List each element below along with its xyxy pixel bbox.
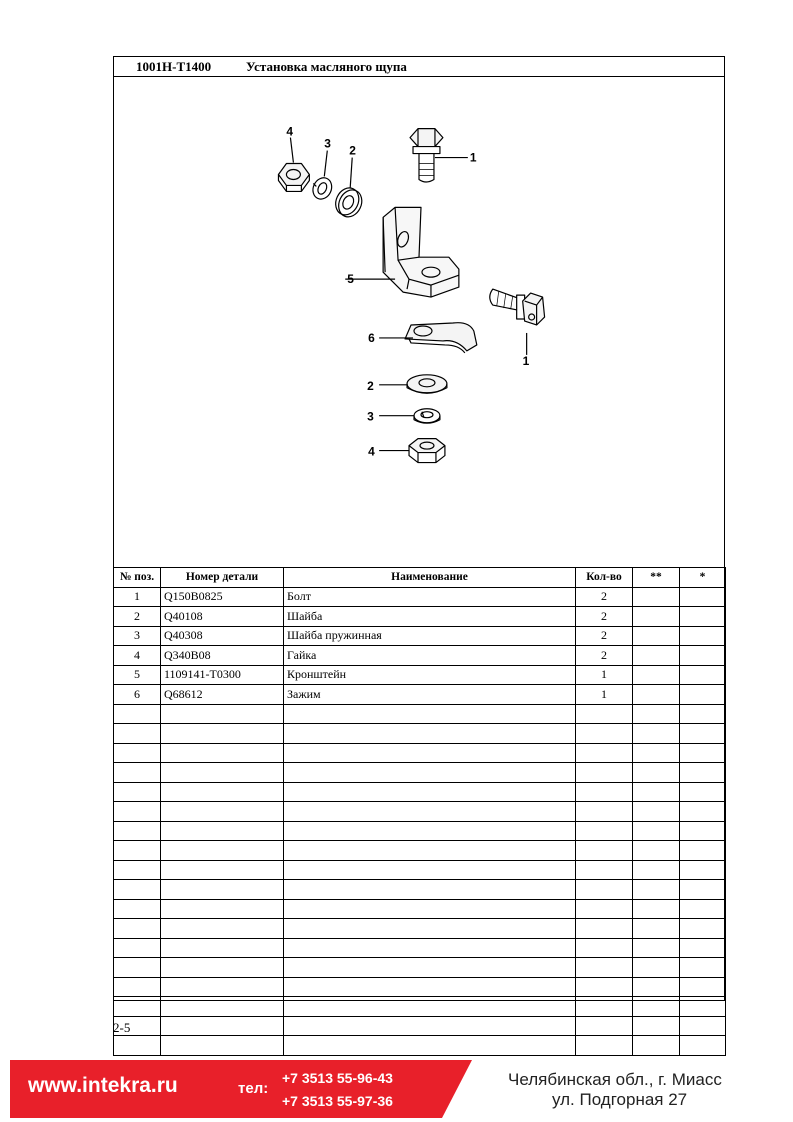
phone-label: тел: xyxy=(238,1080,269,1097)
nut-drawing-top xyxy=(278,164,309,192)
empty-table-row xyxy=(114,977,726,997)
callout-5: 5 xyxy=(347,272,354,287)
row-part-number: Q40308 xyxy=(161,626,284,646)
row-name: Шайба xyxy=(284,607,576,627)
address-line-1: Челябинская обл., г. Миасс xyxy=(508,1070,722,1089)
bolt-drawing-top xyxy=(410,129,443,182)
empty-table-row xyxy=(114,782,726,802)
empty-table-row xyxy=(114,704,726,724)
bolt-drawing-side xyxy=(490,289,545,325)
row-part-number: Q150B0825 xyxy=(161,587,284,607)
col-part-number: Номер детали xyxy=(161,568,284,588)
parts-table xyxy=(113,567,726,1056)
empty-table-row xyxy=(114,860,726,880)
website-link[interactable]: www.intekra.ru xyxy=(28,1074,178,1097)
table-row xyxy=(114,665,726,685)
table-row xyxy=(114,587,726,607)
col-double-star: ** xyxy=(633,568,680,588)
exploded-diagram xyxy=(114,77,724,568)
spring-washer-drawing-top xyxy=(310,175,336,202)
empty-table-row xyxy=(114,997,726,1017)
row-quantity: 1 xyxy=(576,665,633,685)
sheet-header xyxy=(114,57,724,77)
row-quantity: 2 xyxy=(576,626,633,646)
row-position: 4 xyxy=(114,646,161,666)
row-quantity: 2 xyxy=(576,587,633,607)
empty-table-row xyxy=(114,1036,726,1056)
table-row xyxy=(114,607,726,627)
table-header-row xyxy=(114,568,726,588)
col-quantity: Кол-во xyxy=(576,568,633,588)
col-star: * xyxy=(680,568,726,588)
callout-2-bottom: 2 xyxy=(367,378,374,393)
row-name: Гайка xyxy=(284,646,576,666)
row-name: Болт xyxy=(284,587,576,607)
empty-table-row xyxy=(114,958,726,978)
washer-drawing-top xyxy=(331,184,366,221)
row-position: 3 xyxy=(114,626,161,646)
row-position: 1 xyxy=(114,587,161,607)
address-line-2: ул. Подгорная 27 xyxy=(552,1090,688,1109)
col-name: Наименование xyxy=(284,568,576,588)
assembly-code: 1001H-T1400 xyxy=(136,59,212,74)
row-name: Кронштейн xyxy=(284,665,576,685)
callout-4-bottom: 4 xyxy=(368,444,375,459)
parts-sheet xyxy=(113,56,725,1001)
callout-1-side: 1 xyxy=(522,353,530,368)
row-part-number: Q68612 xyxy=(161,685,284,705)
row-quantity: 2 xyxy=(576,607,633,627)
callout-3-bottom: 3 xyxy=(367,409,374,424)
row-position: 2 xyxy=(114,607,161,627)
phone-link-1[interactable]: +7 3513 55-96-43 xyxy=(282,1070,393,1086)
callout-4-top: 4 xyxy=(286,124,294,139)
assembly-title: Установка масляного щупа xyxy=(246,59,407,74)
empty-table-row xyxy=(114,821,726,841)
empty-table-row xyxy=(114,724,726,744)
row-part-number: Q340B08 xyxy=(161,646,284,666)
empty-table-row xyxy=(114,899,726,919)
row-quantity: 1 xyxy=(576,685,633,705)
row-part-number: Q40108 xyxy=(161,607,284,627)
nut-drawing-bottom xyxy=(409,439,445,463)
phone-link-2[interactable]: +7 3513 55-97-36 xyxy=(282,1093,393,1109)
bracket-drawing xyxy=(383,207,459,297)
empty-table-row xyxy=(114,880,726,900)
callout-6: 6 xyxy=(368,330,375,345)
table-row xyxy=(114,626,726,646)
row-position: 5 xyxy=(114,665,161,685)
callout-2-top: 2 xyxy=(349,143,356,158)
spring-washer-drawing-bottom xyxy=(414,409,440,423)
washer-drawing-bottom xyxy=(407,375,447,393)
empty-table-row xyxy=(114,743,726,763)
callout-3-top: 3 xyxy=(324,136,331,151)
empty-rows xyxy=(114,704,726,1055)
row-part-number: 1109141-T0300 xyxy=(161,665,284,685)
table-row xyxy=(114,685,726,705)
row-name: Шайба пружинная xyxy=(284,626,576,646)
empty-table-row xyxy=(114,1016,726,1036)
empty-table-row xyxy=(114,841,726,861)
empty-table-row xyxy=(114,763,726,783)
row-name: Зажим xyxy=(284,685,576,705)
empty-table-row xyxy=(114,938,726,958)
empty-table-row xyxy=(114,802,726,822)
row-quantity: 2 xyxy=(576,646,633,666)
callout-1-top: 1 xyxy=(469,150,477,165)
page-number: 2-5 xyxy=(113,1020,131,1035)
table-row xyxy=(114,646,726,666)
col-position: № поз. xyxy=(114,568,161,588)
clip-drawing xyxy=(405,323,477,353)
empty-table-row xyxy=(114,919,726,939)
row-position: 6 xyxy=(114,685,161,705)
